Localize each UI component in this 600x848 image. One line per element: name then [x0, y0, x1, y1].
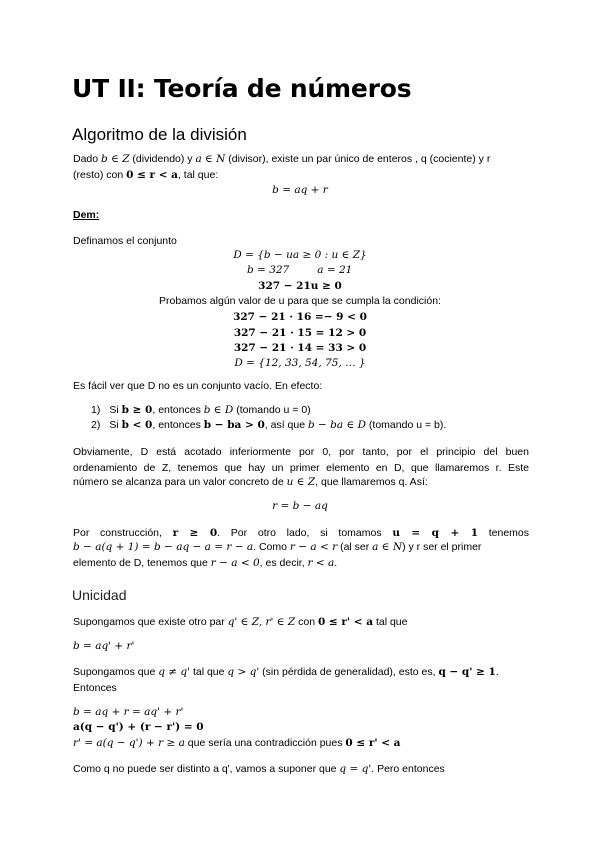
text-run: Como q no puede ser distinto a q', vamos a suponer que: [73, 763, 340, 775]
math-run: b − ba > 0: [203, 419, 265, 431]
text-run: .: [334, 557, 338, 569]
text-run: , que llamaremos q. Así:: [315, 476, 428, 488]
math-run: a ∈ N: [372, 541, 403, 553]
intro-line-1: [73, 153, 490, 165]
math-run: u = q + 1: [392, 527, 479, 539]
equation-3: a(q − q') + (r − r') = 0: [73, 721, 204, 733]
math-run: 0 ≤ r < a: [126, 169, 178, 181]
text-run: . Por otro lado, si tomamos: [217, 527, 393, 539]
math-run: r − a < r: [289, 541, 338, 553]
text-run: (al ser: [337, 541, 373, 553]
math-run: a ∈ N: [195, 153, 226, 165]
equation-2: b = aq + r = aq' + r': [73, 706, 184, 718]
demo-label: Dem:: [73, 209, 100, 221]
calculation-3: 327 − 21 · 14 = 33 > 0: [233, 342, 367, 354]
math-run: q > q': [227, 666, 260, 678]
text-run: Si: [109, 419, 122, 431]
text-run: que sería una contradicción pues: [184, 737, 346, 749]
text-run: con: [295, 616, 318, 628]
math-run: q' ∈ Z, r' ∈ Z: [227, 616, 296, 628]
text-run: Supongamos que: [73, 666, 159, 678]
value-a: a = 21: [317, 264, 353, 276]
text-run: (resto) con: [73, 169, 127, 181]
section-heading-unicidad: Unicidad: [72, 587, 127, 603]
math-run: r ≥ 0: [172, 527, 218, 539]
math-run: b ≥ 0: [121, 404, 153, 416]
section-heading-division: Algoritmo de la división: [72, 125, 247, 144]
text-run: número se alcanza para un valor concreto de: [73, 476, 287, 488]
math-run: b ∈ D: [203, 404, 234, 416]
text-run: Dado: [73, 153, 102, 165]
expression: 327 − 21u ≥ 0: [258, 280, 342, 292]
paragraph-1-line-1: Obviamente, D está acotado inferiormente por 0, por tanto, por el principio del buen: [73, 446, 529, 458]
text-run: ) y r ser el primer: [402, 541, 482, 553]
text-run: , entonces: [152, 404, 204, 416]
intro-line-2: [73, 169, 218, 181]
text-run: (tomando u = b).: [366, 419, 447, 431]
text-run: Supongamos que existe otro par: [73, 616, 228, 628]
text-run: , entonces: [152, 419, 204, 431]
text-run: (tomando u = 0): [233, 404, 311, 416]
text-run: tenemos: [478, 527, 529, 539]
math-run: b − ba ∈ D: [307, 419, 367, 431]
math-run: q = q': [339, 763, 372, 775]
formula-r: r = b − aq: [272, 500, 328, 512]
text-run: , es decir,: [259, 557, 308, 569]
text-run: Si: [109, 404, 122, 416]
probamos-text: Probamos algún valor de u para que se cumpla la condición:: [159, 295, 441, 307]
value-b: b = 327: [247, 264, 290, 276]
math-run: b < 0: [121, 419, 153, 431]
math-run: r − a < 0: [210, 557, 260, 569]
text-run: , tal que:: [177, 169, 219, 181]
calculation-1: 327 − 21 · 16 =− 9 < 0: [233, 311, 367, 323]
list-item-2: [91, 419, 446, 431]
text-run: .: [495, 666, 499, 678]
text-run: tal que: [373, 616, 408, 628]
suppose-line-1: [73, 616, 407, 628]
math-run: b − a(q + 1) = b − aq − a = r − a: [73, 541, 254, 553]
math-run: q ≠ q': [158, 666, 191, 678]
paragraph-1-line-3: [73, 476, 428, 488]
list-number: 1): [91, 404, 101, 416]
entonces-text: Entonces: [73, 682, 117, 694]
math-run: 0 ≤ r' < a: [345, 737, 401, 749]
equation-4-line: [73, 737, 400, 749]
page-title: UT II: Teoría de números: [72, 74, 412, 103]
calculation-2: 327 − 21 · 15 = 12 > 0: [233, 327, 367, 339]
math-run: 0 ≤ r' < a: [317, 616, 374, 628]
values-row: [247, 264, 352, 276]
text-run: tal que: [190, 666, 228, 678]
paragraph-1-line-2: ordenamiento de Z, tenemos que hay un primer elemento en D, que llamaremos r. Este: [73, 462, 529, 474]
text-run: elemento de D, tenemos que: [73, 557, 211, 569]
text-run: (divisor), existe un par único de enteros , q (cociente) y r: [225, 153, 491, 165]
set-definition: D = {b − ua ≥ 0 : u ∈ Z}: [233, 249, 367, 261]
text-run: , así que: [264, 419, 308, 431]
text-run: (sin pérdida de generalidad), esto es,: [259, 666, 439, 678]
text-run: . Pero entonces: [371, 763, 445, 775]
list-number: 2): [91, 419, 101, 431]
define-text: Definamos el conjunto: [73, 235, 177, 247]
text-run: Por construcción,: [73, 527, 173, 539]
suppose-line-2: [73, 666, 499, 678]
text-run: . Como: [253, 541, 290, 553]
math-run: q − q' ≥ 1: [438, 666, 496, 678]
math-run: b ∈ Z: [101, 153, 130, 165]
formula-main: b = aq + r: [272, 184, 328, 196]
math-run: r' = a(q − q') + r ≥ a: [73, 737, 185, 749]
paragraph-2-line-1: [73, 525, 529, 542]
text-run: (dividendo) y: [129, 153, 196, 165]
no-vacio-text: Es fácil ver que D no es un conjunto vacío. En efecto:: [73, 380, 323, 392]
paragraph-2-line-2: [73, 541, 481, 553]
paragraph-2-line-3: [73, 557, 337, 569]
final-line: [73, 763, 445, 775]
equation-1: b = aq' + r': [73, 640, 135, 652]
math-run: r < a: [307, 557, 335, 569]
math-run: u ∈ Z: [286, 476, 316, 488]
list-item-1: [91, 404, 311, 416]
set-values: D = {12, 33, 54, 75, … }: [234, 357, 366, 369]
